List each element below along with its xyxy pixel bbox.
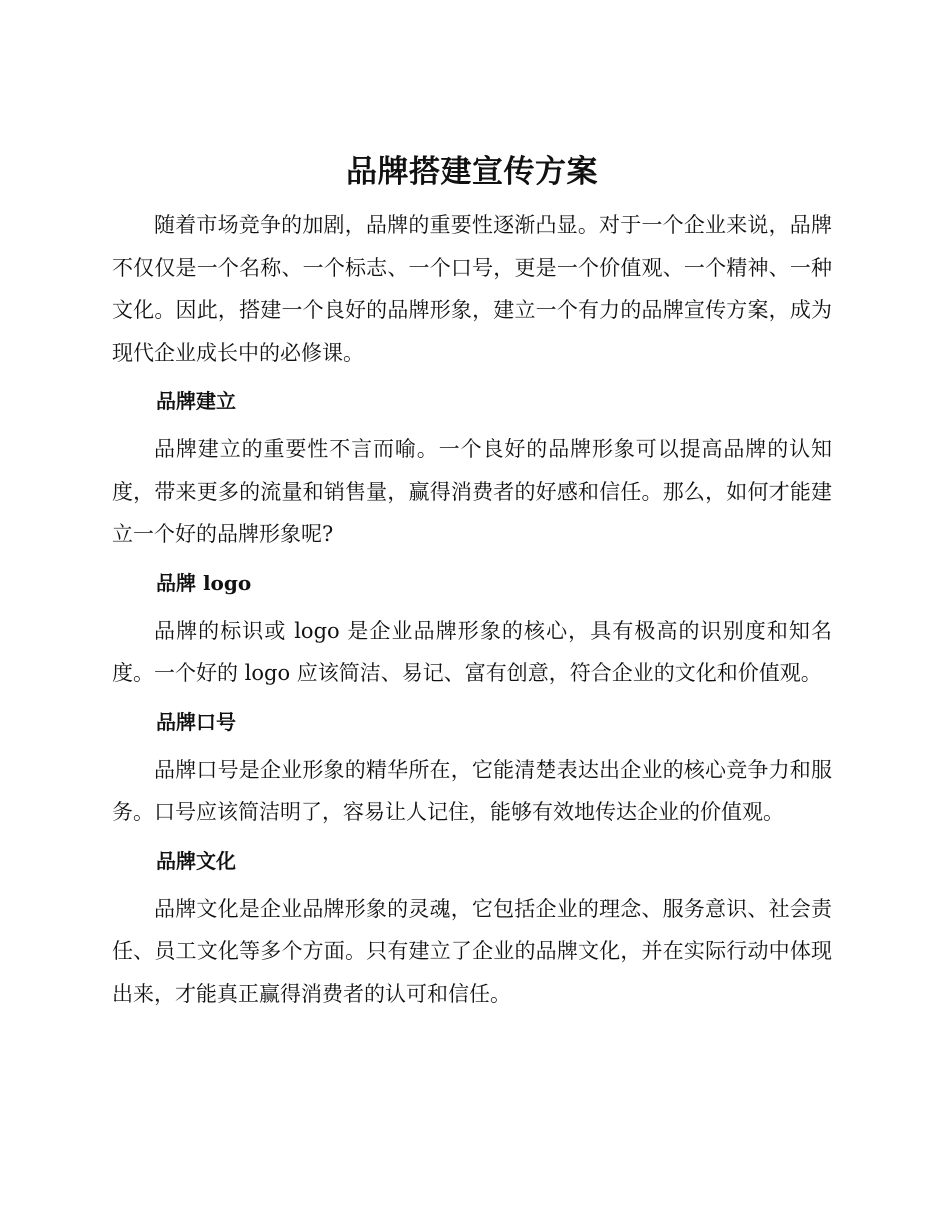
section-heading: 品牌 logo (156, 570, 252, 595)
document-page (112, 140, 832, 1015)
section-heading: 品牌口号 (156, 709, 236, 734)
section-heading: 品牌文化 (156, 848, 236, 873)
section-brand-slogan (112, 701, 832, 834)
intro-paragraph: 随着市场竞争的加剧，品牌的重要性逐渐凸显。对于一个企业来说，品牌不仅仅是一个名称、一个标志、一个口号，更是一个价值观、一个精神、一种文化。因此，搭建一个良好的品牌形象，建立一个有力的品牌宣传方案，成为现代企业成长中的必修课。 (112, 213, 832, 365)
section-paragraph: 品牌建立的重要性不言而喻。一个良好的品牌形象可以提高品牌的认知度，带来更多的流量和销售量，赢得消费者的好感和信任。那么，如何才能建立一个好的品牌形象呢? (112, 437, 832, 546)
section-brand-building (112, 380, 832, 556)
section-paragraph: 品牌口号是企业形象的精华所在，它能清楚表达出企业的核心竞争力和服务。口号应该简洁明了，容易让人记住，能够有效地传达企业的价值观。 (112, 757, 832, 824)
document-title: 品牌搭建宣传方案 (346, 154, 598, 190)
section-heading: 品牌建立 (156, 389, 236, 413)
section-paragraph: 品牌文化是企业品牌形象的灵魂，它包括企业的理念、服务意识、社会责任、员工文化等多个方面。只有建立了企业的品牌文化，并在实际行动中体现出来，才能真正赢得消费者的认可和信任。 (112, 896, 832, 1006)
section-brand-culture (112, 840, 832, 1016)
section-paragraph: 品牌的标识或 logo 是企业品牌形象的核心，具有极高的识别度和知名度。一个好的 logo 应该简洁、易记、富有创意，符合企业的文化和价值观。 (112, 618, 832, 685)
section-brand-logo (112, 562, 832, 695)
